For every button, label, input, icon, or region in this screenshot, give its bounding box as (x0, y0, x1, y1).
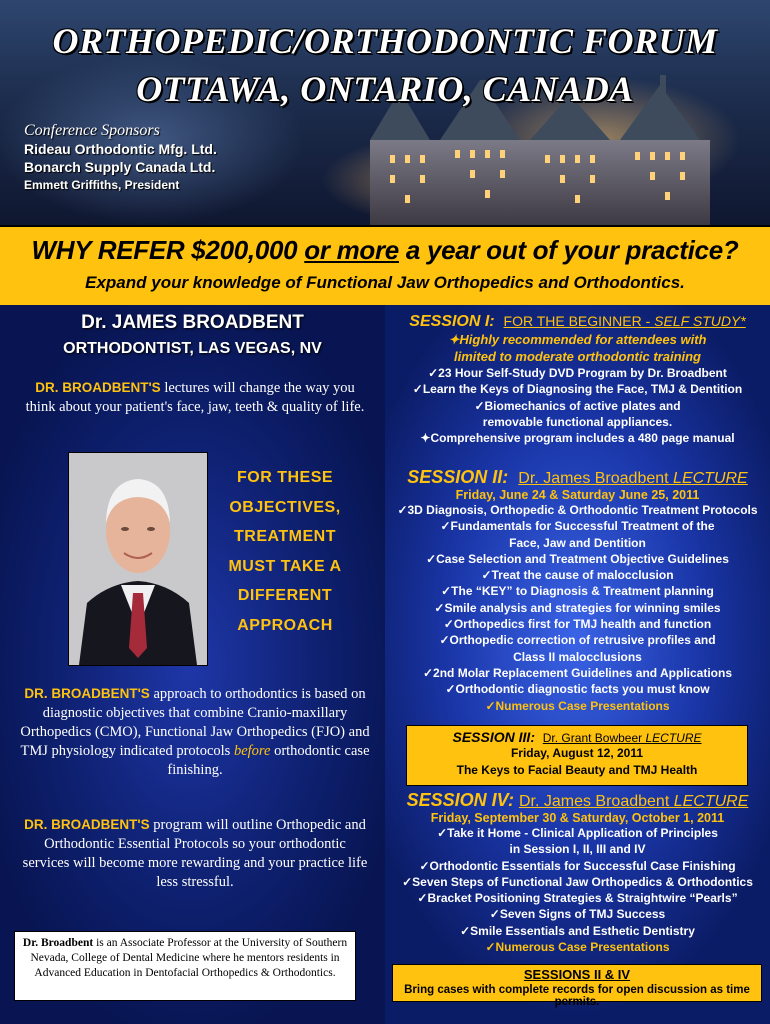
sponsors-block (24, 122, 217, 192)
session2-item: ✓Orthopedic correction of retrusive profiles and (439, 633, 716, 648)
session4-dates: Friday, September 30 & Saturday, October 1, 2011 (430, 811, 725, 825)
session4-title: Dr. James Broadbent (518, 793, 674, 810)
sponsors-heading: Conference Sponsors (24, 122, 160, 139)
sponsor-rideau: Rideau Orthodontic Mfg. Ltd. (24, 141, 217, 157)
session1-title-italic: SELF STUDY* (654, 313, 746, 329)
session4-heading: SESSION IV: Dr. James Broadbent LECTURE (406, 790, 749, 810)
session4-item: ✓Seven Steps of Functional Jaw Orthopedics & Orthodontics (402, 874, 753, 889)
program-paragraph (20, 815, 370, 892)
session2-item: ✓Orthopedics first for TMJ health and function (443, 617, 712, 632)
session2-last-item: ✓Numerous Case Presentations (485, 698, 670, 713)
session1-item: removable functional appliances. (482, 414, 673, 429)
doctor-title: ORTHODONTIST, LAS VEGAS, NV (63, 340, 322, 357)
session2-item: ✓Orthodontic diagnostic facts you must know (445, 682, 710, 697)
session2-item: ✓3D Diagnosis, Orthopedic & Orthodontic Treatment Protocols (397, 503, 758, 517)
session4-block (390, 790, 765, 955)
session2-heading: SESSION II: Dr. James Broadbent LECTURE (407, 467, 748, 487)
session2-item: ✓Case Selection and Treatment Objective Guidelines (426, 551, 729, 566)
objectives-callout: FOR THESE OBJECTIVES, TREATMENT MUST TAKE A DIFFERENT APPROACH (228, 469, 342, 634)
approach-paragraph (20, 684, 370, 780)
banner-subheadline: Expand your knowledge of Functional Jaw Orthopedics and Orthodontics. (85, 273, 685, 292)
session4-last-item: ✓Numerous Case Presentations (485, 940, 670, 955)
sessions-2-4-text: Bring cases with complete records for open discussion as time permits. (404, 984, 750, 1008)
session2-title-italic: LECTURE (673, 470, 748, 487)
session2-item: Class II malocclusions (513, 649, 642, 664)
banner-headline-emphasis: or more (304, 235, 399, 265)
sponsor-president: Emmett Griffiths, President (24, 178, 180, 192)
session2-dates: Friday, June 24 & Saturday June 25, 2011 (455, 488, 700, 502)
session3-topic: The Keys to Facial Beauty and TMJ Health (456, 763, 698, 777)
session2-item: ✓2nd Molar Replacement Guidelines and Applications (423, 665, 732, 680)
session2-item: ✓Fundamentals for Successful Treatment of the (440, 519, 715, 534)
session4-title-italic: LECTURE (673, 793, 749, 810)
session2-label: SESSION II (407, 467, 503, 487)
portrait-illustration (69, 453, 207, 665)
bio-name: Dr. Broadbent (22, 937, 94, 949)
doctor-name: Dr. JAMES BROADBENT (81, 312, 304, 333)
session1-item: ✓23 Hour Self-Study DVD Program by Dr. Broadbent (428, 366, 727, 380)
approach-emphasis: before (233, 743, 271, 759)
session4-item: ✓Orthodontic Essentials for Successful Case Finishing (419, 858, 736, 873)
program-lead: DR. BROADBENT'S (24, 817, 150, 832)
approach-lead: DR. BROADBENT'S (24, 686, 150, 701)
session3-box (406, 725, 748, 786)
intro-text: lectures will change the way you think about your patient's face, jaw, teeth & quality of life. (25, 380, 365, 415)
session3-heading: SESSION III: Dr. Grant Bowbeer LECTURE (452, 729, 702, 745)
session3-title: Dr. Grant Bowbeer (542, 731, 646, 745)
session2-title: Dr. James Broadbent (518, 470, 674, 487)
session1-title: FOR THE BEGINNER - (503, 313, 655, 329)
session1-block (390, 313, 765, 446)
session4-item: ✓Smile Essentials and Esthetic Dentistry (460, 923, 695, 938)
session4-item: ✓Seven Signs of TMJ Success (489, 907, 666, 922)
session1-note2: limited to moderate orthodontic training (454, 349, 701, 364)
sessions-2-4-heading: SESSIONS II & IV (523, 967, 631, 982)
doctor-portrait (68, 452, 208, 666)
forum-title: ORTHOPEDIC/ORTHODONTIC FORUM (52, 21, 718, 61)
session4-item: ✓Bracket Positioning Strategies & Straightwire “Pearls” (417, 891, 738, 906)
session1-heading (390, 313, 765, 331)
why-refer-banner (0, 225, 770, 307)
sessions-2-4-box (392, 964, 762, 1008)
session4-item: ✓Take it Home - Clinical Application of Principles (437, 826, 718, 840)
session1-item: ✓Learn the Keys of Diagnosing the Face, TMJ & Dentition (412, 382, 743, 397)
banner-headline (0, 235, 770, 266)
session1-item: ✦Comprehensive program includes a 480 page manual (420, 431, 735, 446)
forum-location: OTTAWA, ONTARIO, CANADA (136, 69, 634, 109)
banner-headline-part1: WHY REFER $200,000 (31, 235, 305, 265)
session2-block (390, 467, 765, 714)
session1-label: SESSION I: (409, 313, 495, 330)
banner-headline-part2: a year out of your practice? (398, 235, 739, 265)
hero-photo (0, 0, 770, 225)
bio-box (14, 931, 356, 1001)
session2-item: ✓Smile analysis and strategies for winning smiles (434, 600, 721, 615)
session2-item: ✓Treat the cause of malocclusion (481, 568, 674, 583)
session4-label: SESSION IV (406, 790, 508, 810)
intro-paragraph (20, 378, 370, 417)
session2-item: Face, Jaw and Dentition (509, 535, 646, 550)
session1-note1: ✦Highly recommended for attendees with (448, 332, 707, 347)
session3-label: SESSION III (452, 729, 531, 745)
approach-text-end: orthodontic case finishing. (167, 743, 370, 778)
bio-text: is an Associate Professor at the University of Southern Nevada, College of Dental Medicine where he mentors residents in Advanced Education in Dentofacial Orthopedics & Orthodontics. (30, 937, 348, 979)
approach-text: approach to orthodontics is based on diagnostic objectives that combine Cranio-maxillary Orthopedics (CMO), Functional Jaw Orthopedics (FJO) and TMJ physiology indicated protocols (20, 686, 370, 759)
intro-lead: DR. BROADBENT'S (35, 380, 161, 395)
session1-item: ✓Biomechanics of active plates and (474, 398, 681, 413)
session3-date: Friday, August 12, 2011 (510, 746, 644, 760)
session4-item: in Session I, II, III and IV (509, 842, 646, 857)
sponsor-bonarch: Bonarch Supply Canada Ltd. (24, 159, 216, 175)
program-text: program will outline Orthopedic and Orthodontic Essential Protocols so your orthodontic services will become more rewarding and your practice life less stressful. (22, 817, 368, 890)
session3-title-italic: LECTURE (645, 731, 702, 745)
session2-item: ✓The “KEY” to Diagnosis & Treatment planning (441, 584, 714, 599)
